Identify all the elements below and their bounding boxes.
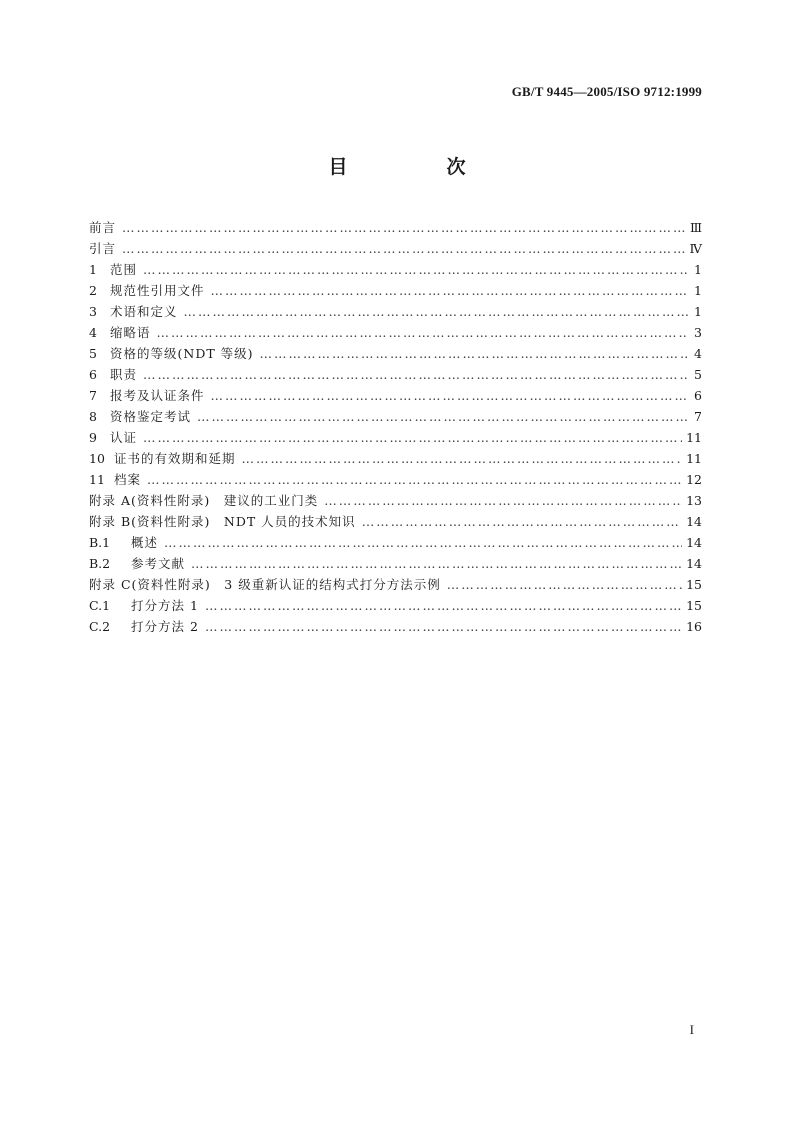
standard-code: GB/T 9445—2005/ISO 9712:1999 bbox=[511, 84, 702, 99]
toc-entry-page: 1 bbox=[694, 262, 702, 277]
toc-leader-dots bbox=[205, 616, 682, 637]
toc-entry-number: 2 bbox=[89, 283, 97, 298]
toc-entry-title: 资格鉴定考试 bbox=[110, 409, 192, 424]
toc-entry-b1[interactable] bbox=[89, 532, 702, 553]
toc-entry-number: C.1 bbox=[89, 598, 111, 613]
toc-entry-page: 14 bbox=[686, 535, 702, 550]
toc-entry-c1[interactable] bbox=[89, 595, 702, 616]
toc-leader-dots bbox=[122, 217, 686, 238]
toc-entry-page: 14 bbox=[686, 556, 702, 571]
toc-leader-dots bbox=[362, 511, 682, 532]
toc-leader-dots bbox=[260, 343, 688, 364]
toc-entry-number: C.2 bbox=[89, 619, 111, 634]
toc-entry-title: 缩略语 bbox=[110, 325, 151, 340]
toc-entry-title: 术语和定义 bbox=[110, 304, 178, 319]
toc-entry-title: 报考及认证条件 bbox=[110, 388, 205, 403]
toc-entry-number: 8 bbox=[89, 409, 97, 424]
toc-entry-title: 资格的等级(NDT 等级) bbox=[110, 346, 254, 361]
toc-entry-title: 打分方法 1 bbox=[131, 598, 199, 613]
toc-entry-number: 5 bbox=[89, 346, 97, 361]
toc-entry-7[interactable] bbox=[89, 385, 702, 406]
toc-leader-dots bbox=[143, 364, 688, 385]
toc-entry-page: Ⅲ bbox=[689, 220, 702, 235]
toc-entry-page: 7 bbox=[694, 409, 702, 424]
toc-entry-9[interactable] bbox=[89, 427, 702, 448]
toc-entry-page: 15 bbox=[686, 598, 702, 613]
toc-leader-dots bbox=[184, 301, 688, 322]
toc-entry-3[interactable] bbox=[89, 301, 702, 322]
toc-entry-introduction[interactable] bbox=[89, 238, 702, 259]
toc-entry-number: B.1 bbox=[89, 535, 111, 550]
toc-leader-dots bbox=[447, 574, 682, 595]
page-number: I bbox=[689, 1022, 694, 1037]
toc-entry-number: B.2 bbox=[89, 556, 111, 571]
toc-entry-title: 附录 B(资料性附录) NDT 人员的技术知识 bbox=[89, 514, 356, 529]
toc-entry-title: 认证 bbox=[110, 430, 138, 445]
toc-entry-2[interactable] bbox=[89, 280, 702, 301]
toc-entry-page: 16 bbox=[686, 619, 702, 634]
toc-leader-dots bbox=[211, 280, 688, 301]
toc-leader-dots bbox=[157, 322, 688, 343]
table-of-contents bbox=[89, 217, 702, 637]
toc-entry-title: 概述 bbox=[131, 535, 159, 550]
toc-entry-number: 7 bbox=[89, 388, 97, 403]
toc-entry-page: 15 bbox=[686, 577, 702, 592]
toc-entry-page: 11 bbox=[686, 451, 702, 466]
toc-entry-title: 前言 bbox=[89, 220, 117, 235]
toc-entry-annex-a[interactable] bbox=[89, 490, 702, 511]
toc-entry-title: 附录 C(资料性附录) 3 级重新认证的结构式打分方法示例 bbox=[89, 577, 441, 592]
toc-entry-number: 10 bbox=[89, 451, 105, 466]
toc-entry-10[interactable] bbox=[89, 448, 702, 469]
toc-entry-page: 12 bbox=[686, 472, 702, 487]
toc-entry-number: 11 bbox=[89, 472, 105, 487]
toc-entry-number: 9 bbox=[89, 430, 97, 445]
toc-entry-5[interactable] bbox=[89, 343, 702, 364]
toc-entry-page: Ⅳ bbox=[689, 241, 702, 256]
toc-entry-page: 6 bbox=[694, 388, 702, 403]
toc-entry-c2[interactable] bbox=[89, 616, 702, 637]
toc-leader-dots bbox=[211, 385, 688, 406]
toc-entry-number: 4 bbox=[89, 325, 97, 340]
toc-entry-number: 1 bbox=[89, 262, 97, 277]
toc-entry-4[interactable] bbox=[89, 322, 702, 343]
toc-leader-dots bbox=[143, 427, 682, 448]
toc-entry-6[interactable] bbox=[89, 364, 702, 385]
toc-entry-title: 打分方法 2 bbox=[131, 619, 199, 634]
toc-entry-title: 附录 A(资料性附录) 建议的工业门类 bbox=[89, 493, 319, 508]
toc-entry-page: 5 bbox=[694, 367, 702, 382]
toc-entry-title: 档案 bbox=[114, 472, 142, 487]
toc-entry-page: 3 bbox=[694, 325, 702, 340]
toc-leader-dots bbox=[191, 553, 682, 574]
toc-entry-page: 4 bbox=[694, 346, 702, 361]
toc-entry-page: 1 bbox=[694, 304, 702, 319]
page-title: 目 次 bbox=[328, 156, 506, 178]
toc-entry-title: 规范性引用文件 bbox=[110, 283, 205, 298]
toc-entry-foreword[interactable] bbox=[89, 217, 702, 238]
toc-entry-page: 13 bbox=[686, 493, 702, 508]
toc-entry-number: 6 bbox=[89, 367, 97, 382]
toc-entry-annex-b[interactable] bbox=[89, 511, 702, 532]
toc-entry-title: 参考文献 bbox=[131, 556, 186, 571]
toc-leader-dots bbox=[197, 406, 688, 427]
toc-entry-page: 14 bbox=[686, 514, 702, 529]
toc-entry-page: 11 bbox=[686, 430, 702, 445]
toc-entry-11[interactable] bbox=[89, 469, 702, 490]
toc-entry-1[interactable] bbox=[89, 259, 702, 280]
toc-leader-dots bbox=[147, 469, 682, 490]
toc-leader-dots bbox=[205, 595, 682, 616]
toc-entry-title: 引言 bbox=[89, 241, 117, 256]
toc-entry-title: 范围 bbox=[110, 262, 138, 277]
toc-entry-number: 3 bbox=[89, 304, 97, 319]
toc-entry-title: 职责 bbox=[110, 367, 138, 382]
toc-entry-annex-c[interactable] bbox=[89, 574, 702, 595]
toc-leader-dots bbox=[143, 259, 688, 280]
toc-leader-dots bbox=[122, 238, 685, 259]
toc-entry-b2[interactable] bbox=[89, 553, 702, 574]
toc-leader-dots bbox=[242, 448, 683, 469]
toc-entry-title: 证书的有效期和延期 bbox=[114, 451, 236, 466]
toc-entry-page: 1 bbox=[694, 283, 702, 298]
toc-leader-dots bbox=[164, 532, 682, 553]
toc-entry-8[interactable] bbox=[89, 406, 702, 427]
toc-leader-dots bbox=[324, 490, 682, 511]
